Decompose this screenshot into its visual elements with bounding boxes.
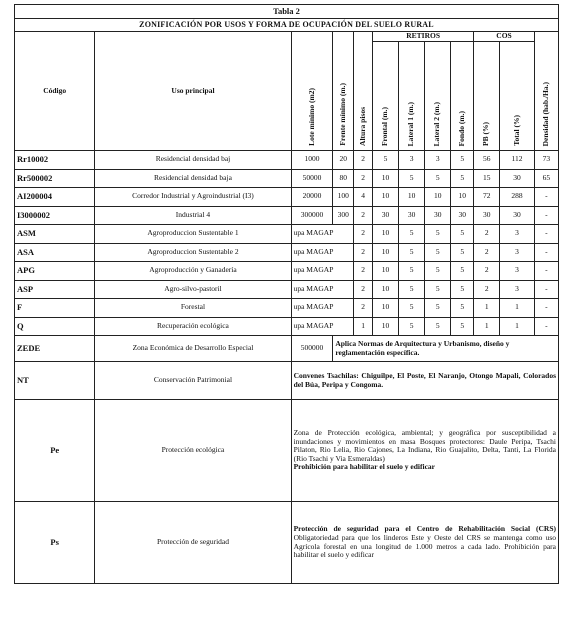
table-row xyxy=(15,225,559,244)
cell-pb: 1 xyxy=(474,317,500,336)
cell-pb: 72 xyxy=(474,188,500,207)
cell-lateral1: 5 xyxy=(399,299,425,318)
cell-codigo: F xyxy=(15,299,95,318)
header-frente-minimo: Frente mínimo (m.) xyxy=(333,32,354,151)
header-densidad: Densidad (hab./Ha.) xyxy=(534,32,558,151)
cell-lote: 300000 xyxy=(291,206,333,225)
cell-total: 30 xyxy=(500,169,534,188)
cell-lote: 20000 xyxy=(291,188,333,207)
cell-pb: 30 xyxy=(474,206,500,225)
zede-nota: Aplica Normas de Arquitectura y Urbanismo, diseño y reglamentación específica. xyxy=(333,336,559,362)
ps-nota-bold: Protección de seguridad para el Centro de Rehabilitación Social (CRS) xyxy=(293,524,556,534)
ps-uso: Protección de seguridad xyxy=(95,502,291,584)
header-frontal: Frontal (m.) xyxy=(373,42,399,151)
cell-codigo: ASP xyxy=(15,280,95,299)
cell-altura: 2 xyxy=(354,169,373,188)
cell-lote: upa MAGAP xyxy=(291,299,354,318)
cell-frente: 80 xyxy=(333,169,354,188)
cell-lateral2: 3 xyxy=(425,151,451,170)
cell-altura: 4 xyxy=(354,188,373,207)
cell-total: 3 xyxy=(500,243,534,262)
cell-fondo: 5 xyxy=(451,169,474,188)
cell-uso: Forestal xyxy=(95,299,291,318)
cell-frontal: 10 xyxy=(373,299,399,318)
cell-fondo: 10 xyxy=(451,188,474,207)
cell-uso: Residencial densidad baj xyxy=(95,151,291,170)
cell-total: 3 xyxy=(500,225,534,244)
cell-lateral1: 5 xyxy=(399,169,425,188)
cell-lateral1: 5 xyxy=(399,317,425,336)
cell-pb: 56 xyxy=(474,151,500,170)
table-row xyxy=(15,206,559,225)
cell-lote: upa MAGAP xyxy=(291,225,354,244)
cell-codigo: AI200004 xyxy=(15,188,95,207)
cell-frontal: 5 xyxy=(373,151,399,170)
nt-nota: Convenes Tsachilas: Chiguilpe, El Poste, El Naranjo, Otongo Mapali, Colorados del Búa, Peripa y Congoma. xyxy=(291,362,558,400)
table-row xyxy=(15,262,559,281)
cell-pb: 2 xyxy=(474,262,500,281)
pe-uso: Protección ecológica xyxy=(95,400,291,502)
cell-fondo: 5 xyxy=(451,151,474,170)
cell-altura: 2 xyxy=(354,262,373,281)
zoning-table xyxy=(14,4,559,584)
cell-frontal: 30 xyxy=(373,206,399,225)
pe-nota xyxy=(291,400,558,502)
cell-total: 30 xyxy=(500,206,534,225)
cell-lateral2: 5 xyxy=(425,169,451,188)
cell-fondo: 5 xyxy=(451,225,474,244)
cell-uso: Residencial densidad baja xyxy=(95,169,291,188)
pe-nota-bold: Prohibición para habilitar el suelo y edificar xyxy=(293,462,435,472)
cell-frontal: 10 xyxy=(373,188,399,207)
cell-pb: 2 xyxy=(474,225,500,244)
cell-total: 1 xyxy=(500,317,534,336)
cell-lateral1: 5 xyxy=(399,243,425,262)
pe-codigo: Pe xyxy=(15,400,95,502)
cell-densidad: - xyxy=(534,317,558,336)
cell-codigo: APG xyxy=(15,262,95,281)
cell-lateral2: 5 xyxy=(425,225,451,244)
cell-frontal: 10 xyxy=(373,262,399,281)
cell-fondo: 5 xyxy=(451,280,474,299)
table-row xyxy=(15,151,559,170)
header-codigo: Código xyxy=(15,32,95,151)
cell-altura: 2 xyxy=(354,299,373,318)
table-caption: Tabla 2 xyxy=(15,5,559,19)
nt-uso: Conservación Patrimonial xyxy=(95,362,291,400)
cell-pb: 15 xyxy=(474,169,500,188)
cell-pb: 1 xyxy=(474,299,500,318)
cell-altura: 2 xyxy=(354,206,373,225)
table-row xyxy=(15,169,559,188)
ps-nota-text: Obligatoriedad para que los linderos Este y Oeste del CRS se mantenga como uso Agrícola forestal en una longitud de 1.000 metros a cada lado. Prohibición para habilitar el suelo y edificar xyxy=(293,532,556,560)
cell-densidad: - xyxy=(534,243,558,262)
cell-lote: upa MAGAP xyxy=(291,243,354,262)
cell-frontal: 10 xyxy=(373,225,399,244)
cell-frontal: 10 xyxy=(373,243,399,262)
header-altura-pisos: Altura pisos xyxy=(354,32,373,151)
zede-codigo: ZEDE xyxy=(15,336,95,362)
cell-pb: 2 xyxy=(474,280,500,299)
cell-frontal: 10 xyxy=(373,169,399,188)
header-retiros: RETIROS xyxy=(373,32,474,42)
header-lateral-2: Lateral 2 (m.) xyxy=(425,42,451,151)
ps-codigo: Ps xyxy=(15,502,95,584)
cell-densidad: - xyxy=(534,262,558,281)
cell-pb: 2 xyxy=(474,243,500,262)
cell-frontal: 10 xyxy=(373,317,399,336)
table-row xyxy=(15,317,559,336)
cell-densidad: - xyxy=(534,206,558,225)
cell-uso: Agroproduccion Sustentable 2 xyxy=(95,243,291,262)
cell-total: 288 xyxy=(500,188,534,207)
cell-densidad: 73 xyxy=(534,151,558,170)
zoning-table-container xyxy=(14,4,559,584)
header-uso-principal: Uso principal xyxy=(95,32,291,151)
cell-altura: 2 xyxy=(354,243,373,262)
cell-densidad: - xyxy=(534,188,558,207)
header-pb: PB (%) xyxy=(474,42,500,151)
cell-total: 3 xyxy=(500,280,534,299)
cell-densidad: - xyxy=(534,280,558,299)
cell-frente: 300 xyxy=(333,206,354,225)
cell-uso: Corredor Industrial y Agroindustrial (I3) xyxy=(95,188,291,207)
cell-codigo: ASA xyxy=(15,243,95,262)
cell-lote: 1000 xyxy=(291,151,333,170)
header-total: Total (%) xyxy=(500,42,534,151)
table-row xyxy=(15,299,559,318)
cell-total: 1 xyxy=(500,299,534,318)
table-row xyxy=(15,280,559,299)
nt-codigo: NT xyxy=(15,362,95,400)
cell-codigo: Q xyxy=(15,317,95,336)
cell-altura: 2 xyxy=(354,225,373,244)
table-row xyxy=(15,243,559,262)
cell-lateral1: 5 xyxy=(399,262,425,281)
cell-altura: 2 xyxy=(354,280,373,299)
cell-lateral1: 5 xyxy=(399,280,425,299)
cell-lateral1: 30 xyxy=(399,206,425,225)
zede-lote: 500000 xyxy=(291,336,333,362)
cell-densidad: - xyxy=(534,299,558,318)
header-cos: COS xyxy=(474,32,535,42)
cell-fondo: 5 xyxy=(451,243,474,262)
cell-fondo: 5 xyxy=(451,317,474,336)
cell-lote: upa MAGAP xyxy=(291,262,354,281)
cell-densidad: - xyxy=(534,225,558,244)
header-lateral-1: Lateral 1 (m.) xyxy=(399,42,425,151)
cell-uso: Agroproduccion Sustentable 1 xyxy=(95,225,291,244)
cell-lateral2: 5 xyxy=(425,243,451,262)
pe-nota-text: Zona de Protección ecológica, ambiental; y geográfica por susceptibilidad a inundaciones y movimientos en masa Bosques protectores: Daule Peripa, Tsachi Pilaton, Rio Lelia, Rio Cajones, La Indiana, Rio Guajalito, Delta, Tanti, La Florida (Rio Tsachi y Via Esmeraldas) xyxy=(293,428,556,463)
cell-uso: Agroproducción y Ganadería xyxy=(95,262,291,281)
cell-codigo: I3000002 xyxy=(15,206,95,225)
cell-uso: Recuperación ecológica xyxy=(95,317,291,336)
cell-uso: Agro-silvo-pastoril xyxy=(95,280,291,299)
cell-total: 3 xyxy=(500,262,534,281)
cell-codigo: ASM xyxy=(15,225,95,244)
cell-altura: 2 xyxy=(354,151,373,170)
cell-lote: upa MAGAP xyxy=(291,317,354,336)
cell-codigo: Rr10002 xyxy=(15,151,95,170)
header-lote-minimo: Lote mínimo (m2) xyxy=(291,32,333,151)
ps-nota xyxy=(291,502,558,584)
cell-lateral2: 5 xyxy=(425,317,451,336)
cell-fondo: 30 xyxy=(451,206,474,225)
cell-uso: Industrial 4 xyxy=(95,206,291,225)
cell-lateral2: 30 xyxy=(425,206,451,225)
cell-lote: 50000 xyxy=(291,169,333,188)
cell-codigo: Rr500002 xyxy=(15,169,95,188)
header-fondo: Fondo (m.) xyxy=(451,42,474,151)
cell-lateral2: 5 xyxy=(425,280,451,299)
cell-lateral1: 3 xyxy=(399,151,425,170)
cell-frente: 100 xyxy=(333,188,354,207)
cell-frente: 20 xyxy=(333,151,354,170)
cell-fondo: 5 xyxy=(451,299,474,318)
cell-total: 112 xyxy=(500,151,534,170)
cell-lateral2: 5 xyxy=(425,299,451,318)
cell-lote: upa MAGAP xyxy=(291,280,354,299)
cell-lateral2: 5 xyxy=(425,262,451,281)
zede-uso: Zona Económica de Desarrollo Especial xyxy=(95,336,291,362)
table-row xyxy=(15,188,559,207)
cell-lateral1: 10 xyxy=(399,188,425,207)
cell-frontal: 10 xyxy=(373,280,399,299)
table-title: ZONIFICACIÓN POR USOS Y FORMA DE OCUPACIÓN DEL SUELO RURAL xyxy=(15,19,559,32)
cell-densidad: 65 xyxy=(534,169,558,188)
cell-lateral1: 5 xyxy=(399,225,425,244)
cell-lateral2: 10 xyxy=(425,188,451,207)
cell-fondo: 5 xyxy=(451,262,474,281)
cell-altura: 1 xyxy=(354,317,373,336)
